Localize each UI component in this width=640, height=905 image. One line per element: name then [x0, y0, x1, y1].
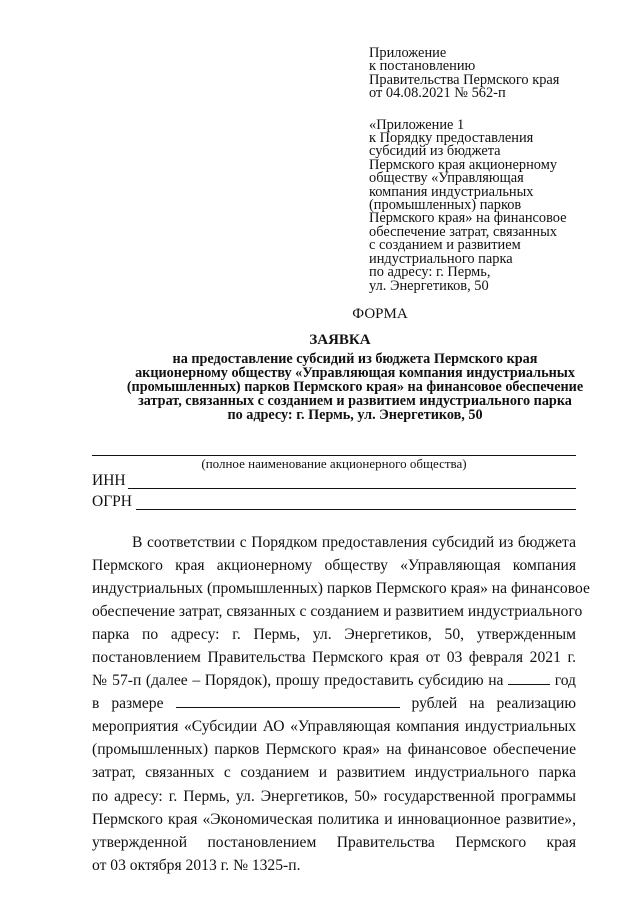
- appendix-sub-line: обществу «Управляющая: [369, 170, 524, 187]
- body-line: парка по адресу: г. Пермь, ул. Энергетиков, 50, утвержденным: [92, 626, 576, 644]
- amount-blank[interactable]: [176, 693, 400, 708]
- document-subtitle: [112, 352, 598, 422]
- body-line: (промышленных) парков Пермского края» на финансовое обеспечение: [92, 741, 576, 759]
- body-line: [92, 692, 576, 715]
- appendix-line: от 04.08.2021 № 562-п: [369, 85, 506, 102]
- appendix-sub-line: к Порядку предоставления: [369, 130, 534, 147]
- form-label: ФОРМА: [352, 306, 408, 322]
- body-line: [92, 669, 576, 692]
- inn-label: ИНН: [92, 472, 126, 489]
- appendix-block: [369, 47, 609, 293]
- company-name-caption: (полное наименование акционерного общества): [201, 456, 467, 471]
- subtitle-line: на предоставление субсидий из бюджета Пермского края: [172, 351, 538, 367]
- appendix-line: к постановлению: [369, 58, 476, 75]
- appendix-sub-line: с созданием и развитием: [369, 237, 521, 254]
- body-line: индустриальных (промышленных) парков Пермского края» на финансовое: [92, 580, 590, 598]
- body-line-part: рублей на реализацию: [411, 695, 576, 713]
- subtitle-line: (промышленных) парков Пермского края» на финансовое обеспечение: [126, 379, 584, 395]
- inn-line[interactable]: [128, 488, 576, 489]
- ogrn-label: ОГРН: [92, 493, 132, 510]
- body-line: постановлением Правительства Пермского края от 03 февраля 2021 г.: [92, 649, 576, 667]
- subtitle-line: по адресу: г. Пермь, ул. Энергетиков, 50: [227, 407, 483, 423]
- body-line: затрат, связанных с созданием и развитием индустриального парка: [92, 764, 576, 782]
- body-line: утвержденной постановлением Правительства Пермского края: [92, 833, 576, 851]
- body-line-part: в размере: [92, 695, 164, 713]
- body-line-part: № 57-п (далее – Порядок), прошу предоставить субсидию на: [92, 672, 504, 690]
- body-line: В соответствии с Порядком предоставления субсидий из бюджета: [132, 534, 576, 551]
- appendix-sub-line: по адресу: г. Пермь,: [369, 264, 491, 281]
- appendix-line: Правительства Пермского края: [369, 71, 560, 88]
- appendix-sub-line: Пермского края» на финансовое: [369, 210, 567, 227]
- document-title: ЗАЯВКА: [309, 332, 371, 348]
- appendix-sub-line: индустриального парка: [369, 250, 513, 267]
- appendix-sub-line: ул. Энергетиков, 50: [369, 277, 489, 294]
- appendix-line: Приложение: [369, 45, 447, 61]
- appendix-sub-line: Пермского края акционерному: [369, 156, 558, 173]
- body-line: по адресу: г. Пермь, ул. Энергетиков, 50» государственной программы: [92, 787, 576, 805]
- application-body: [92, 531, 590, 877]
- appendix-sub-line: компания индустриальных: [369, 183, 534, 200]
- body-line: от 03 октября 2013 г. № 1325-п.: [92, 856, 301, 874]
- subtitle-line: затрат, связанных с созданием и развитием индустриального парка: [138, 393, 572, 409]
- appendix-sub-line: субсидий из бюджета: [369, 143, 501, 160]
- body-line: обеспечение затрат, связанных с созданием и развитием индустриального: [92, 603, 583, 621]
- appendix-sub-line: (промышленных) парков: [369, 197, 522, 214]
- subtitle-line: акционерному обществу «Управляющая компания индустриальных: [135, 365, 575, 381]
- body-line: мероприятия «Субсидии АО «Управляющая компания индустриальных: [92, 718, 576, 736]
- year-blank[interactable]: [508, 670, 550, 685]
- appendix-sub-line: «Приложение 1: [369, 116, 465, 133]
- appendix-sub-line: обеспечение затрат, связанных: [369, 223, 557, 240]
- body-line-part: год: [554, 672, 576, 690]
- body-line: Пермского края «Экономическая политика и инновационное развитие»,: [92, 810, 576, 828]
- body-line: Пермского края акционерному обществу «Управляющая компания: [92, 557, 576, 575]
- ogrn-line[interactable]: [136, 509, 576, 510]
